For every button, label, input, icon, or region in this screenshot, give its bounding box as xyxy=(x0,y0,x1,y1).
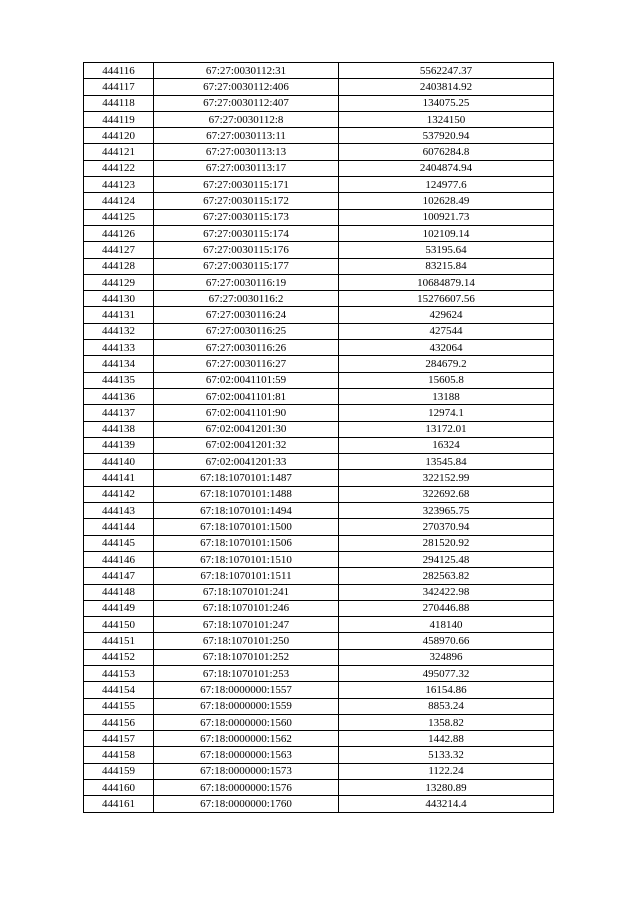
row-number-cell: 444116 xyxy=(84,63,154,79)
cadastral-number-cell: 67:27:0030116:26 xyxy=(154,340,339,356)
cadastral-number-cell: 67:18:1070101:1488 xyxy=(154,486,339,502)
table-row xyxy=(84,633,554,649)
row-number-cell: 444145 xyxy=(84,535,154,551)
table-row xyxy=(84,128,554,144)
table-row xyxy=(84,584,554,600)
cadastral-number-cell: 67:18:1070101:1500 xyxy=(154,519,339,535)
table-row xyxy=(84,79,554,95)
table-row xyxy=(84,95,554,111)
cadastral-number-cell: 67:02:0041201:33 xyxy=(154,454,339,470)
table-row xyxy=(84,486,554,502)
cadastral-number-cell: 67:27:0030113:11 xyxy=(154,128,339,144)
row-number-cell: 444158 xyxy=(84,747,154,763)
cadastral-number-cell: 67:18:1070101:1510 xyxy=(154,551,339,567)
row-number-cell: 444147 xyxy=(84,568,154,584)
cadastral-number-cell: 67:27:0030116:27 xyxy=(154,356,339,372)
registry-table-body xyxy=(84,63,554,813)
cadastral-number-cell: 67:27:0030113:17 xyxy=(154,160,339,176)
row-number-cell: 444152 xyxy=(84,649,154,665)
value-cell: 6076284.8 xyxy=(339,144,554,160)
value-cell: 1442.88 xyxy=(339,731,554,747)
table-row xyxy=(84,454,554,470)
cadastral-number-cell: 67:18:1070101:241 xyxy=(154,584,339,600)
row-number-cell: 444142 xyxy=(84,486,154,502)
table-row xyxy=(84,63,554,79)
row-number-cell: 444161 xyxy=(84,796,154,812)
table-row xyxy=(84,503,554,519)
value-cell: 102628.49 xyxy=(339,193,554,209)
row-number-cell: 444135 xyxy=(84,372,154,388)
value-cell: 12974.1 xyxy=(339,405,554,421)
value-cell: 15605.8 xyxy=(339,372,554,388)
row-number-cell: 444133 xyxy=(84,340,154,356)
row-number-cell: 444153 xyxy=(84,665,154,681)
table-row xyxy=(84,291,554,307)
cadastral-number-cell: 67:18:0000000:1557 xyxy=(154,682,339,698)
value-cell: 134075.25 xyxy=(339,95,554,111)
table-row xyxy=(84,731,554,747)
table-row xyxy=(84,258,554,274)
row-number-cell: 444128 xyxy=(84,258,154,274)
table-row xyxy=(84,388,554,404)
table-row xyxy=(84,225,554,241)
value-cell: 284679.2 xyxy=(339,356,554,372)
row-number-cell: 444123 xyxy=(84,177,154,193)
value-cell: 429624 xyxy=(339,307,554,323)
value-cell: 16154.86 xyxy=(339,682,554,698)
row-number-cell: 444125 xyxy=(84,209,154,225)
value-cell: 8853.24 xyxy=(339,698,554,714)
value-cell: 5562247.37 xyxy=(339,63,554,79)
cadastral-number-cell: 67:27:0030115:171 xyxy=(154,177,339,193)
row-number-cell: 444141 xyxy=(84,470,154,486)
cadastral-number-cell: 67:27:0030115:174 xyxy=(154,225,339,241)
value-cell: 537920.94 xyxy=(339,128,554,144)
cadastral-number-cell: 67:27:0030116:2 xyxy=(154,291,339,307)
value-cell: 495077.32 xyxy=(339,665,554,681)
row-number-cell: 444132 xyxy=(84,323,154,339)
row-number-cell: 444148 xyxy=(84,584,154,600)
cadastral-number-cell: 67:27:0030113:13 xyxy=(154,144,339,160)
row-number-cell: 444136 xyxy=(84,388,154,404)
cadastral-number-cell: 67:02:0041101:81 xyxy=(154,388,339,404)
cadastral-number-cell: 67:02:0041201:30 xyxy=(154,421,339,437)
cadastral-number-cell: 67:18:0000000:1563 xyxy=(154,747,339,763)
cadastral-number-cell: 67:27:0030112:31 xyxy=(154,63,339,79)
row-number-cell: 444121 xyxy=(84,144,154,160)
row-number-cell: 444156 xyxy=(84,714,154,730)
row-number-cell: 444140 xyxy=(84,454,154,470)
table-row xyxy=(84,307,554,323)
cadastral-number-cell: 67:27:0030115:172 xyxy=(154,193,339,209)
table-row xyxy=(84,177,554,193)
table-row xyxy=(84,796,554,812)
table-row xyxy=(84,600,554,616)
table-row xyxy=(84,763,554,779)
cadastral-number-cell: 67:18:0000000:1760 xyxy=(154,796,339,812)
table-row xyxy=(84,209,554,225)
cadastral-number-cell: 67:27:0030112:8 xyxy=(154,111,339,127)
row-number-cell: 444150 xyxy=(84,617,154,633)
value-cell: 16324 xyxy=(339,437,554,453)
value-cell: 13172.01 xyxy=(339,421,554,437)
row-number-cell: 444120 xyxy=(84,128,154,144)
value-cell: 432064 xyxy=(339,340,554,356)
value-cell: 13280.89 xyxy=(339,780,554,796)
value-cell: 418140 xyxy=(339,617,554,633)
row-number-cell: 444154 xyxy=(84,682,154,698)
table-row xyxy=(84,780,554,796)
cadastral-number-cell: 67:18:0000000:1559 xyxy=(154,698,339,714)
table-row xyxy=(84,698,554,714)
value-cell: 1122.24 xyxy=(339,763,554,779)
value-cell: 5133.32 xyxy=(339,747,554,763)
table-row xyxy=(84,242,554,258)
value-cell: 342422.98 xyxy=(339,584,554,600)
value-cell: 443214.4 xyxy=(339,796,554,812)
row-number-cell: 444117 xyxy=(84,79,154,95)
table-row xyxy=(84,356,554,372)
row-number-cell: 444149 xyxy=(84,600,154,616)
table-row xyxy=(84,274,554,290)
table-row xyxy=(84,421,554,437)
value-cell: 322152.99 xyxy=(339,470,554,486)
table-row xyxy=(84,111,554,127)
value-cell: 10684879.14 xyxy=(339,274,554,290)
table-row xyxy=(84,405,554,421)
cadastral-number-cell: 67:18:1070101:1487 xyxy=(154,470,339,486)
row-number-cell: 444127 xyxy=(84,242,154,258)
cadastral-number-cell: 67:18:1070101:247 xyxy=(154,617,339,633)
table-row xyxy=(84,144,554,160)
row-number-cell: 444131 xyxy=(84,307,154,323)
value-cell: 1358.82 xyxy=(339,714,554,730)
value-cell: 282563.82 xyxy=(339,568,554,584)
cadastral-number-cell: 67:27:0030116:24 xyxy=(154,307,339,323)
value-cell: 13545.84 xyxy=(339,454,554,470)
table-row xyxy=(84,160,554,176)
value-cell: 53195.64 xyxy=(339,242,554,258)
row-number-cell: 444126 xyxy=(84,225,154,241)
table-row xyxy=(84,551,554,567)
cadastral-number-cell: 67:18:0000000:1562 xyxy=(154,731,339,747)
registry-table xyxy=(83,62,554,813)
row-number-cell: 444139 xyxy=(84,437,154,453)
table-row xyxy=(84,437,554,453)
cadastral-number-cell: 67:18:1070101:252 xyxy=(154,649,339,665)
value-cell: 1324150 xyxy=(339,111,554,127)
table-row xyxy=(84,747,554,763)
table-row xyxy=(84,714,554,730)
row-number-cell: 444119 xyxy=(84,111,154,127)
value-cell: 281520.92 xyxy=(339,535,554,551)
row-number-cell: 444138 xyxy=(84,421,154,437)
row-number-cell: 444134 xyxy=(84,356,154,372)
table-row xyxy=(84,568,554,584)
cadastral-number-cell: 67:18:0000000:1560 xyxy=(154,714,339,730)
row-number-cell: 444160 xyxy=(84,780,154,796)
row-number-cell: 444157 xyxy=(84,731,154,747)
cadastral-number-cell: 67:27:0030116:25 xyxy=(154,323,339,339)
value-cell: 83215.84 xyxy=(339,258,554,274)
cadastral-number-cell: 67:18:1070101:250 xyxy=(154,633,339,649)
value-cell: 324896 xyxy=(339,649,554,665)
cadastral-number-cell: 67:18:1070101:1506 xyxy=(154,535,339,551)
table-row xyxy=(84,193,554,209)
cadastral-number-cell: 67:18:1070101:246 xyxy=(154,600,339,616)
table-row xyxy=(84,649,554,665)
table-row xyxy=(84,340,554,356)
row-number-cell: 444137 xyxy=(84,405,154,421)
value-cell: 2404874.94 xyxy=(339,160,554,176)
table-row xyxy=(84,665,554,681)
value-cell: 322692.68 xyxy=(339,486,554,502)
cadastral-number-cell: 67:27:0030112:407 xyxy=(154,95,339,111)
table-row xyxy=(84,535,554,551)
row-number-cell: 444129 xyxy=(84,274,154,290)
row-number-cell: 444118 xyxy=(84,95,154,111)
table-row xyxy=(84,519,554,535)
value-cell: 100921.73 xyxy=(339,209,554,225)
value-cell: 270370.94 xyxy=(339,519,554,535)
value-cell: 458970.66 xyxy=(339,633,554,649)
value-cell: 102109.14 xyxy=(339,225,554,241)
row-number-cell: 444130 xyxy=(84,291,154,307)
table-row xyxy=(84,323,554,339)
cadastral-number-cell: 67:18:0000000:1573 xyxy=(154,763,339,779)
value-cell: 323965.75 xyxy=(339,503,554,519)
cadastral-number-cell: 67:02:0041201:32 xyxy=(154,437,339,453)
cadastral-number-cell: 67:02:0041101:59 xyxy=(154,372,339,388)
cadastral-number-cell: 67:18:1070101:253 xyxy=(154,665,339,681)
value-cell: 294125.48 xyxy=(339,551,554,567)
value-cell: 13188 xyxy=(339,388,554,404)
value-cell: 427544 xyxy=(339,323,554,339)
cadastral-number-cell: 67:18:1070101:1511 xyxy=(154,568,339,584)
row-number-cell: 444124 xyxy=(84,193,154,209)
row-number-cell: 444151 xyxy=(84,633,154,649)
value-cell: 15276607.56 xyxy=(339,291,554,307)
cadastral-number-cell: 67:18:1070101:1494 xyxy=(154,503,339,519)
cadastral-number-cell: 67:02:0041101:90 xyxy=(154,405,339,421)
value-cell: 2403814.92 xyxy=(339,79,554,95)
table-row xyxy=(84,470,554,486)
value-cell: 270446.88 xyxy=(339,600,554,616)
cadastral-number-cell: 67:27:0030116:19 xyxy=(154,274,339,290)
table-row xyxy=(84,682,554,698)
cadastral-number-cell: 67:27:0030115:176 xyxy=(154,242,339,258)
row-number-cell: 444122 xyxy=(84,160,154,176)
table-row xyxy=(84,372,554,388)
row-number-cell: 444143 xyxy=(84,503,154,519)
row-number-cell: 444144 xyxy=(84,519,154,535)
row-number-cell: 444159 xyxy=(84,763,154,779)
value-cell: 124977.6 xyxy=(339,177,554,193)
row-number-cell: 444155 xyxy=(84,698,154,714)
cadastral-number-cell: 67:18:0000000:1576 xyxy=(154,780,339,796)
cadastral-number-cell: 67:27:0030112:406 xyxy=(154,79,339,95)
cadastral-number-cell: 67:27:0030115:177 xyxy=(154,258,339,274)
table-row xyxy=(84,617,554,633)
cadastral-number-cell: 67:27:0030115:173 xyxy=(154,209,339,225)
row-number-cell: 444146 xyxy=(84,551,154,567)
